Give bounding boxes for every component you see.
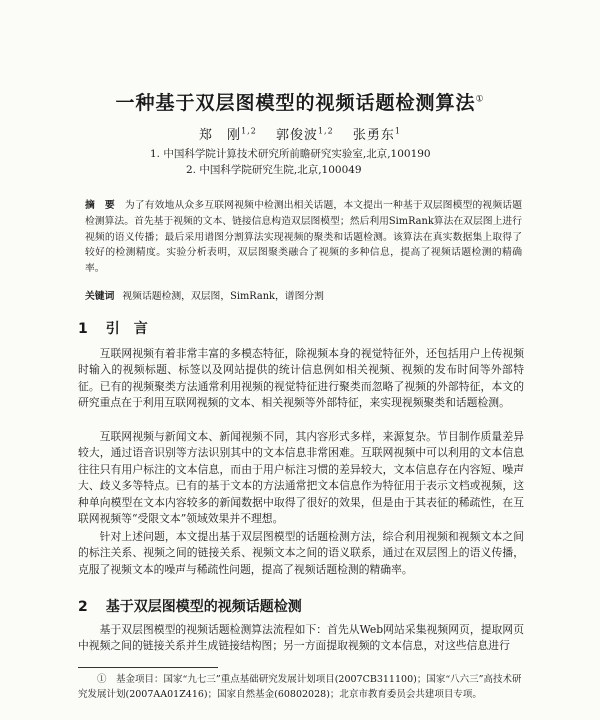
section-number: 1	[78, 321, 88, 337]
author-2	[276, 128, 334, 143]
section-2-paragraph-1: 基于双层图模型的视频话题检测算法流程如下：首先从Web网站采集视频网页，提取网页中视频之间的链接关系并生成链接结构图；另一方面提取视频的文本信息，对这些信息进行	[78, 623, 524, 653]
author-list	[0, 124, 600, 143]
author-affil-mark: 1,2	[317, 126, 334, 136]
section-1-paragraph-2: 互联网视频与新闻文本、新闻视频不同，其内容形式多样，来源复杂。节目制作质量差异较大，通过语音识别等方法识别其中的文本信息非常困难。互联网视频中可以利用的文本信息往往只有用户标注的文本信息，而由于用户标注习惯的差异较大，文本信息存在内容短、噪声大、歧义多等特点。已有的基于文本的方法通常把文本信息作为特征用于表示文档或视频，这种单向模型在文本内容较多的新闻数据中取得了很好的效果，但是由于其表征的稀疏性，在互联网视频等“受限文本”领域效果并不理想。	[78, 430, 524, 526]
section-1-heading	[78, 318, 148, 338]
author-3	[353, 128, 401, 143]
abstract	[85, 198, 522, 277]
author-name: 郑 刚	[199, 128, 242, 143]
author-name: 郭俊波	[275, 128, 318, 143]
author-affil-mark: 1,2	[241, 126, 257, 136]
paper-title-text: 一种基于双层图模型的视频话题检测算法	[115, 92, 476, 114]
author-1	[199, 128, 257, 143]
abstract-label: 摘 要	[85, 200, 115, 211]
keywords	[85, 288, 522, 302]
section-2-heading	[78, 596, 302, 616]
section-1-paragraph-3: 针对上述问题，本文提出基于双层图模型的话题检测方法，综合利用视频和视频文本之间的标注关系、视频之间的链接关系、视频文本之间的语义联系，通过在双层图上的语义传播，克服了视频文本的噪声与稀疏性问题，提高了视频话题检测的精确率。	[78, 530, 524, 576]
section-title: 引 言	[105, 321, 148, 337]
affiliation-2: 2. 中国科学院研究生院,北京,100049	[186, 164, 362, 176]
title-footnote-mark: ①	[475, 94, 485, 105]
paper-title	[0, 88, 600, 115]
section-1-paragraph-1: 互联网视频有着非常丰富的多模态特征，除视频本身的视觉特征外，还包括用户上传视频时输入的视频标题、标签以及网站提供的统计信息例如相关视频、视频的发布时间等外部特征。已有的视频聚类方法通常利用视频的视觉特征进行聚类而忽略了视频的外部特征，本文的研究重点在于利用互联网视频的文本、相关视频等外部特征，来实现视频聚类和话题检测。	[78, 347, 524, 410]
footnote: ① 基金项目：国家“九七三”重点基础研究发展计划项目(2007CB311100)；国家“八六三”高技术研究发展计划(2007AA01Z416)；国家自然基金(60802028)；北京市教育委员会共建项目专项。	[78, 674, 522, 700]
abstract-text: 为了有效地从众多互联网视频中检测出相关话题，本文提出一种基于双层图模型的视频话题检测算法。首先基于视频的文本、链接信息构造双层图模型；然后利用SimRank算法在双层图上进行视频的语义传播；最后采用谱图分割算法实现视频的聚类和话题检测。该算法在真实数据集上取得了较好的检测精度。实验分析表明，双层图聚类融合了视频的多种信息，提高了视频话题检测的精确率。	[85, 200, 523, 275]
author-affil-mark: 1	[394, 126, 401, 136]
footnote-rule	[78, 667, 218, 668]
section-number: 2	[78, 599, 88, 615]
keywords-label: 关键词	[85, 291, 115, 302]
author-name: 张勇东	[352, 128, 395, 143]
keywords-text: 视频话题检测，双层图，SimRank，谱图分割	[122, 291, 324, 302]
affiliation-1: 1. 中国科学院计算技术研究所前瞻研究实验室,北京,100190	[150, 148, 431, 160]
section-title: 基于双层图模型的视频话题检测	[105, 599, 302, 615]
